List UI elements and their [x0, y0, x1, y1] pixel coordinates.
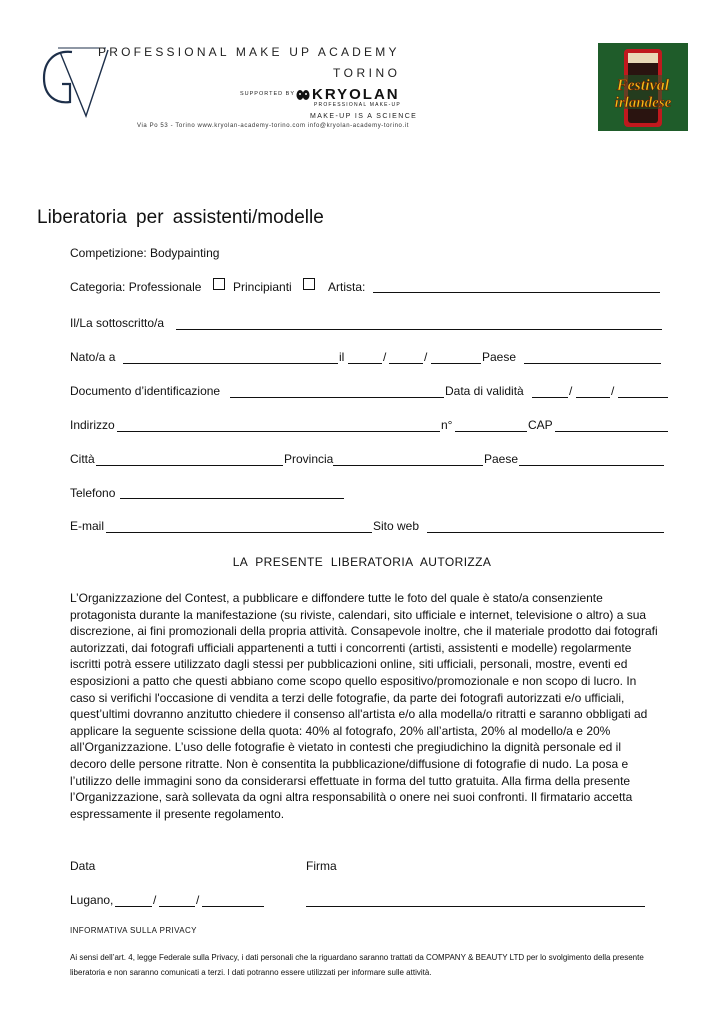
festival-irlandese-logo [598, 43, 688, 131]
indirizzo-field[interactable] [117, 431, 440, 432]
numero-label: n° [441, 418, 453, 432]
supported-by-label: SUPPORTED BY [240, 91, 295, 97]
cap-label: CAP [528, 418, 553, 432]
academy-contact-line: Via Po 53 - Torino www.kryolan-academy-torino.com info@kryolan-academy-torino.it [137, 123, 409, 129]
kryolan-mask-icon [296, 89, 310, 101]
categoria-label: Categoria: Professionale [70, 280, 202, 294]
kryolan-brand: KRYOLAN [312, 86, 400, 103]
kryolan-subtitle: PROFESSIONAL MAKE-UP [314, 102, 401, 108]
numero-civico-field[interactable] [455, 431, 527, 432]
paese-field[interactable] [519, 465, 664, 466]
sottoscritto-label: Il/La sottoscritto/a [70, 316, 165, 330]
telefono-label: Telefono [70, 486, 116, 500]
firma-mese-field[interactable] [159, 906, 195, 907]
paese-label: Paese [484, 452, 519, 466]
academy-title: PROFESSIONAL MAKE UP ACADEMY [98, 45, 400, 59]
paese-nascita-field[interactable] [524, 363, 661, 364]
data-label: Data [70, 859, 96, 873]
provincia-field[interactable] [333, 465, 483, 466]
document-title: Liberatoria per assistenti/modelle [37, 207, 324, 228]
validita-giorno-field[interactable] [532, 397, 568, 398]
mese-nascita-field[interactable] [389, 363, 423, 364]
firma-giorno-field[interactable] [115, 906, 152, 907]
professionale-checkbox[interactable] [213, 278, 225, 290]
principianti-checkbox[interactable] [303, 278, 315, 290]
giorno-nascita-field[interactable] [348, 363, 382, 364]
firma-anno-field[interactable] [202, 906, 264, 907]
telefono-field[interactable] [120, 498, 344, 499]
email-field[interactable] [106, 532, 372, 533]
provincia-label: Provincia [284, 452, 334, 466]
slash: / [383, 350, 387, 364]
citta-label: Città [70, 452, 95, 466]
place-label: Lugano, [70, 893, 114, 907]
slash: / [424, 350, 428, 364]
authorization-paragraph: L’Organizzazione del Contest, a pubblicare e diffondere tutte le foto del quale è stato/a consenziente protagonista durante la manifestazione (su riviste, calendari, sito ufficiale e internet, televisione o altro) a sua discrezione, ai fini promozionali della propria attività. Consapevole inoltre, che il materiale prodotto dai fotografi autorizzati, dai fotografi ufficiali appartenenti a tutti i concorrenti (artisti, assistenti e modelle) regolarmente iscritti potrà essere utilizzato dagli stessi per pubblicazioni online, siti ufficiali, personali, mostre, eventi ed esposizioni a patto che questi abbiano come scopo quello espositivo/promozionale e non scopo di lucro. In caso si verifichi l'occasione di vendita a terzi delle fotografie, da parte dei fotografi autorizzati e/o ufficiali, quest’ultimi dovranno anzitutto chiedere il consenso all'artista e/o alla modella/o ritratti e saranno obbligati ad applicare la seguente scissione della quota: 40% al fotografo, 20% all’artista, 20% al modello/a e 20% all’Organizzazione. L’uso delle fotografie è vietato in contesti che pregiudichino la dignità personale ed il decoro delle persone ritratte. Non è consentita la pubblicazione/diffusione di fotografie di nudo. La posa e l’utilizzo delle immagini sono da considerarsi effettuate in forma del tutto gratuita. Alla firma della presente l’Organizzazione, sarà sollevata da ogni altra responsabilità o onere nei suoi confronti. Il firmatario accetta espressamente il presente regolamento. [70, 591, 658, 821]
nato-label: Nato/a a [70, 350, 116, 364]
privacy-title: INFORMATIVA SULLA PRIVACY [70, 926, 197, 935]
principianti-label: Principianti [233, 280, 292, 294]
il-label: il [339, 350, 345, 364]
section-heading: LA PRESENTE LIBERATORIA AUTORIZZA [232, 555, 492, 569]
anno-nascita-field[interactable] [431, 363, 481, 364]
competizione-line: Competizione: Bodypainting [70, 246, 220, 260]
sito-label: Sito web [373, 519, 420, 533]
slash: / [569, 384, 573, 398]
slash: / [611, 384, 615, 398]
slash: / [153, 893, 157, 907]
cap-field[interactable] [555, 431, 668, 432]
sito-web-field[interactable] [427, 532, 664, 533]
signature-field[interactable] [306, 906, 645, 907]
artista-field[interactable] [373, 292, 660, 293]
artista-label: Artista: [328, 280, 366, 294]
slash: / [196, 893, 200, 907]
indirizzo-label: Indirizzo [70, 418, 115, 432]
kryolan-tagline: MAKE-UP IS A SCIENCE [310, 113, 418, 120]
email-label: E-mail [70, 519, 105, 533]
luogo-nascita-field[interactable] [123, 363, 338, 364]
academy-city: TORINO [333, 66, 401, 80]
validita-label: Data di validità [445, 384, 524, 398]
festival-line2: irlandese [614, 95, 672, 111]
validita-mese-field[interactable] [576, 397, 610, 398]
festival-line1: Festival [616, 77, 670, 94]
documento-field[interactable] [230, 397, 444, 398]
documento-label: Documento d’identificazione [70, 384, 221, 398]
validita-anno-field[interactable] [618, 397, 668, 398]
privacy-text: Ai sensi dell’art. 4, legge Federale sulla Privacy, i dati personali che la riguardano saranno trattati da COMPANY & BEAUTY LTD per lo svolgimento della presente liberatoria e non saranno comunicati a terzi. I dati potranno essere utilizzati per informare sulle attività. [70, 953, 644, 977]
paese-label: Paese [482, 350, 517, 364]
firma-label: Firma [306, 859, 337, 873]
sottoscritto-field[interactable] [176, 329, 662, 330]
citta-field[interactable] [96, 465, 283, 466]
